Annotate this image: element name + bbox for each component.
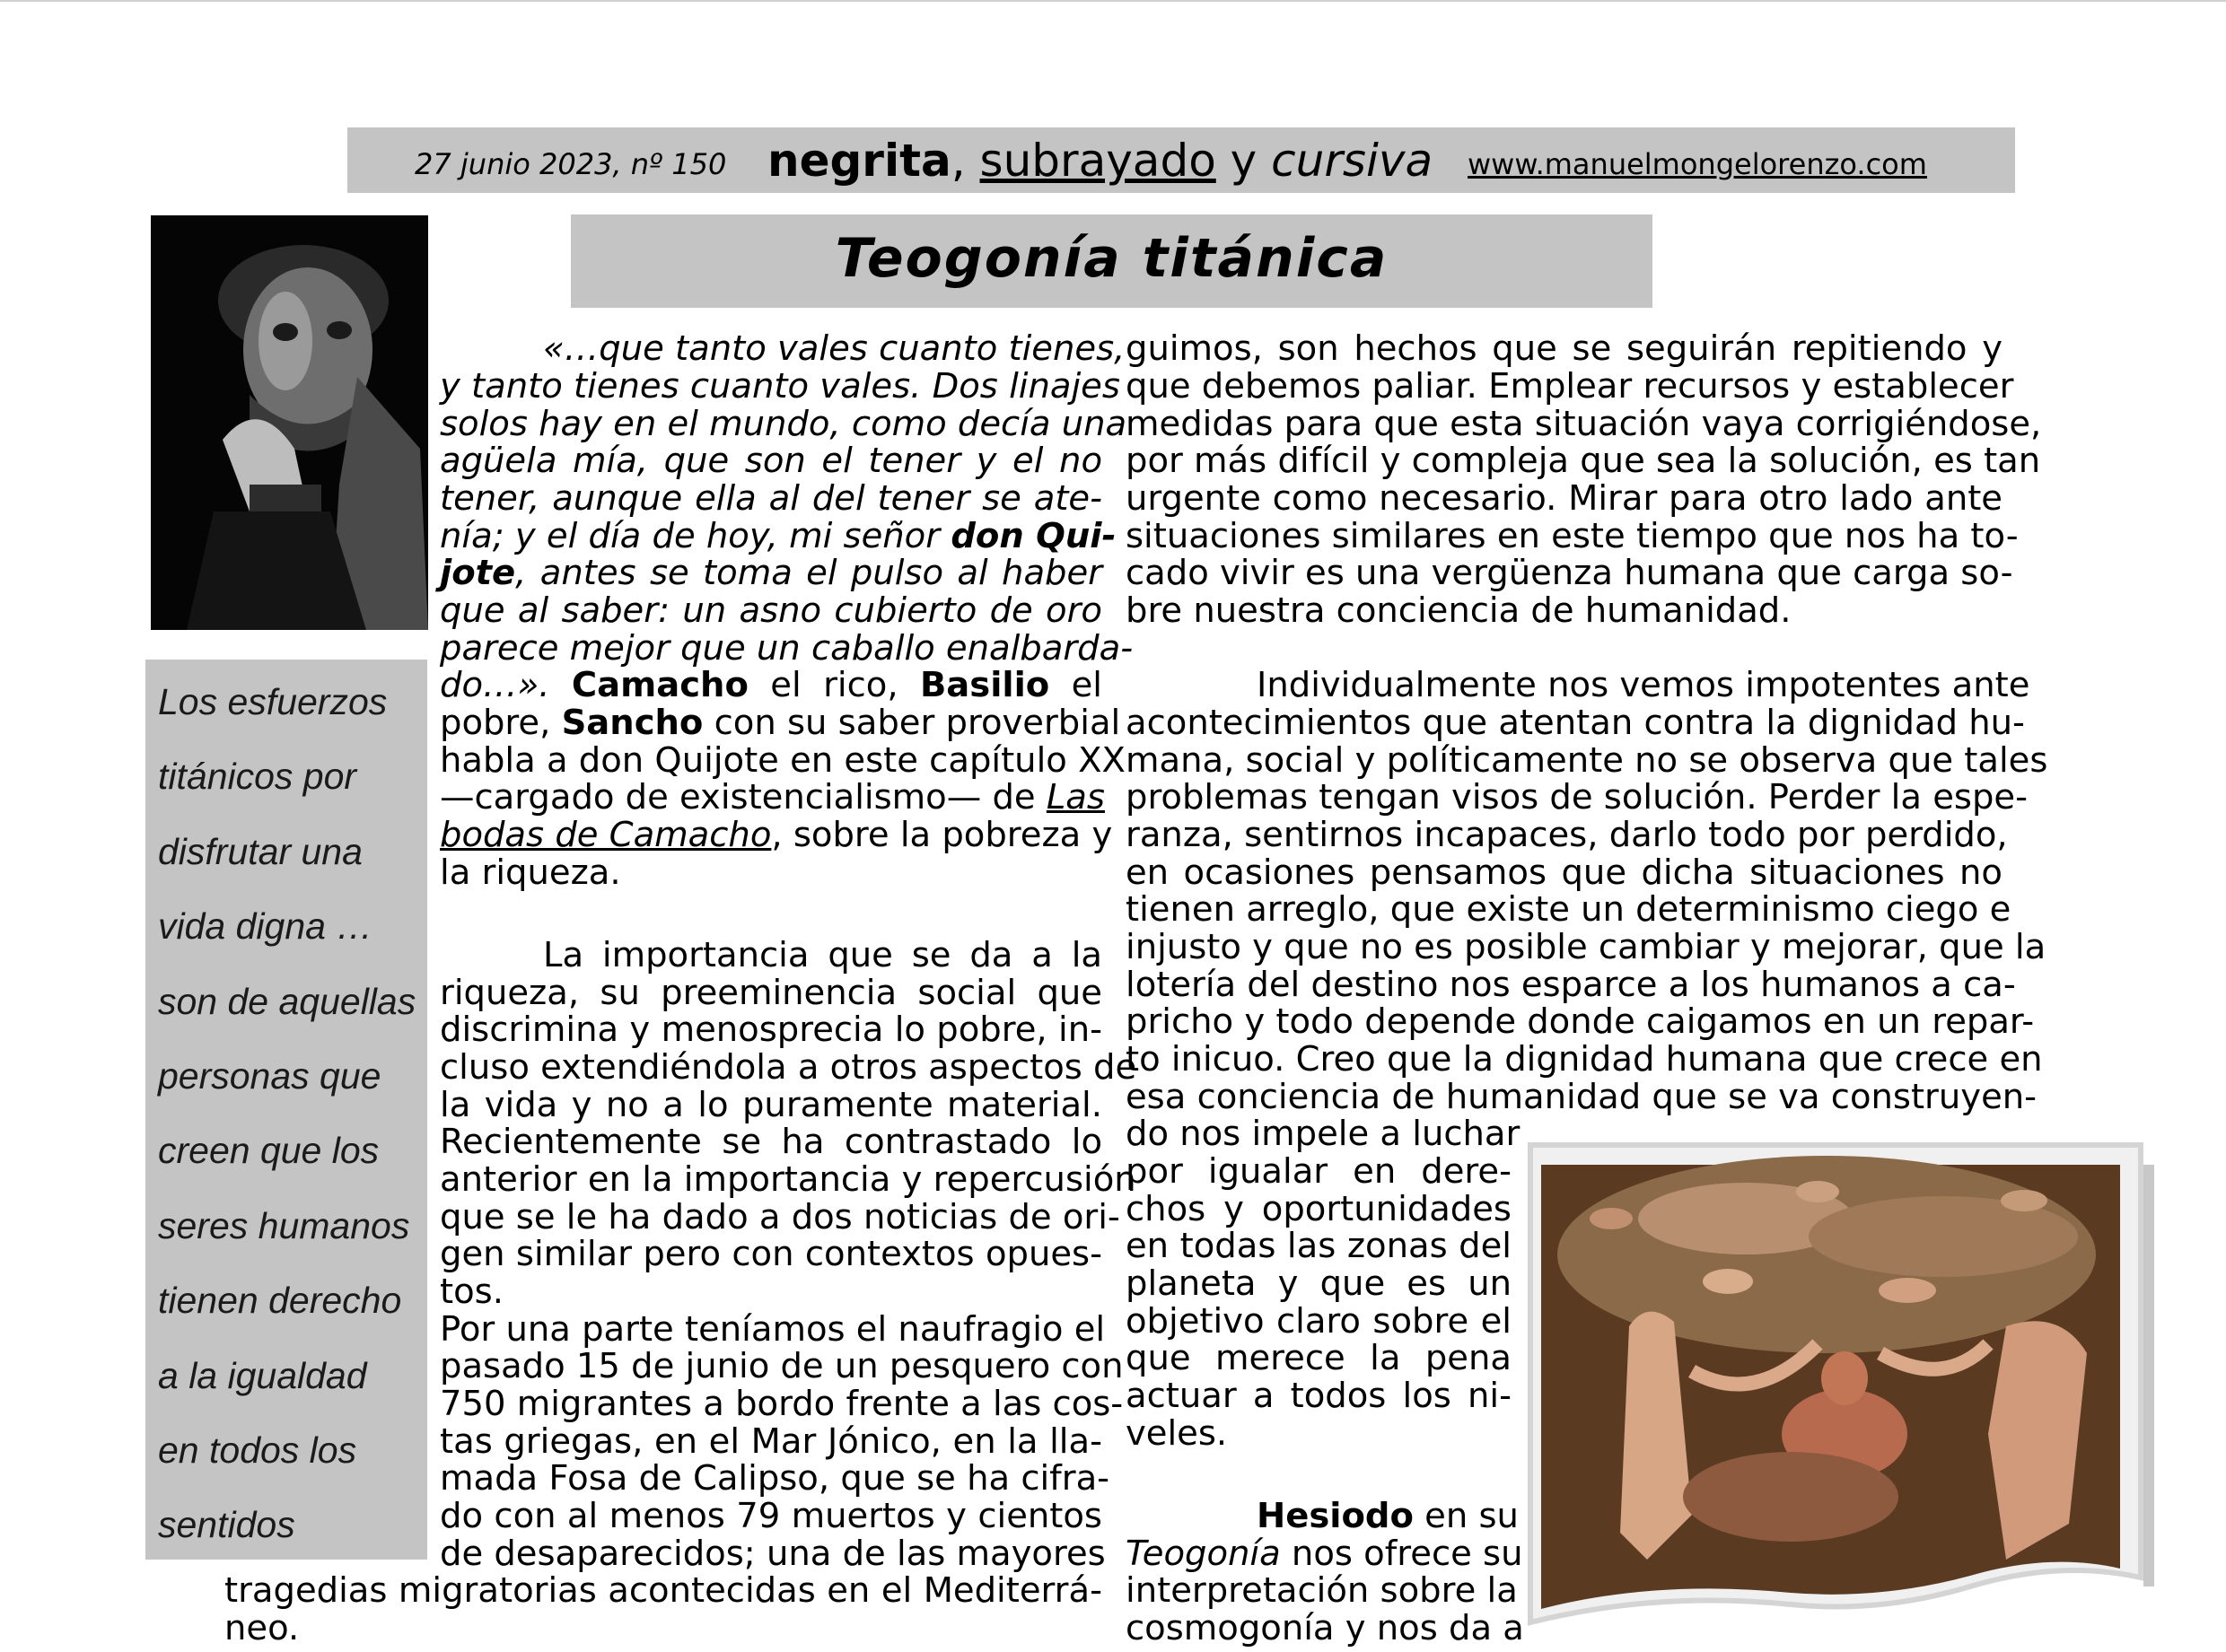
text-run: con su saber proverbial [703,703,1121,743]
bold-name: Basilio [919,665,1050,705]
text-line: mada Fosa de Calipso, que se ha cifra- [440,1458,1110,1499]
slogan-italic: cursiva [1271,135,1433,187]
pull-quote-line: creen que los [158,1130,380,1171]
text-run: , antes se toma el pulso al haber [515,553,1102,593]
text-line: Recientemente se ha contrastado lo [440,1122,1102,1162]
text-line: medidas para que esta situación vaya corrigiéndose, [1126,404,2042,444]
bold-name: don Qui- [951,516,1117,556]
pull-quote-line: en todos los [158,1429,357,1471]
pull-quote-line: Los esfuerzos [158,681,388,722]
text-run: que tanto vales cuanto tienes, [599,328,1126,369]
text-line: tener, aunque ella al del tener se ate- [440,478,1102,519]
bold-name: Camacho [571,665,749,705]
text-line: cluso extendiéndola a otros aspectos de [440,1047,1137,1088]
text-line: en ocasiones pensamos que dicha situaciones no [1126,852,2003,893]
pull-quote-line: disfrutar una [158,831,363,872]
slogan-underline: subrayado [979,135,1216,187]
text-run: nía; y el día de hoy, mi señor [440,516,951,556]
text-line: veles. [1126,1413,1228,1454]
text-run: pobre, [440,703,562,743]
pull-quote-line: seres humanos [158,1205,410,1246]
text-run: el rico, [748,665,920,705]
text-line: to inicuo. Creo que la dignidad humana que crece en [1126,1039,2043,1079]
text-run: , sobre la pobreza y [771,815,1113,855]
text-line: objetivo claro sobre el [1126,1301,1512,1342]
text-line: anterior en la importancia y repercusión [440,1159,1136,1200]
book-title-link: Las [1046,777,1105,817]
text-line: Por una parte teníamos el naufragio el [440,1309,1106,1350]
pull-quote-line: vida digna … [158,905,373,947]
pull-quote-line: sentidos [158,1504,295,1545]
text-line: La importancia que se da a la [543,935,1102,975]
bold-name: Hesiodo [1257,1496,1414,1536]
text-line: chos y oportunidades [1126,1189,1512,1229]
text-line: riqueza, su preeminencia social que [440,973,1102,1013]
text-line: que merece la pena [1126,1338,1512,1378]
pull-quote-line: personas que [158,1055,381,1097]
slogan-bold: negrita [767,135,951,187]
bold-name: Sancho [561,703,704,743]
article-title: Teogonía titánica [835,227,1389,290]
text-run: —cargado de existencialismo— de [440,777,1047,817]
text-line: discrimina y menosprecia lo pobre, in- [440,1010,1102,1050]
text-line: neo. [224,1608,300,1648]
text-run: en su [1413,1496,1519,1536]
text-line: por más difícil y compleja que sea la solución, es tan [1126,441,2041,481]
text-line: lotería del destino nos esparce a los humanos a ca- [1126,965,2016,1005]
text-line: do con al menos 79 muertos y cientos [440,1496,1102,1536]
text-line: Individualmente nos vemos impotentes ante [1257,665,2030,705]
text-run: do…». [440,665,572,705]
text-line: la vida y no a lo puramente material. [440,1085,1102,1125]
pull-quote-line: a la igualdad [158,1355,367,1396]
text-line: pricho y todo depende donde caigamos en un repar- [1126,1001,2035,1042]
text-line: interpretación sobre la [1126,1570,1518,1611]
text-line: tos. [440,1272,504,1312]
text-line: situaciones similares en este tiempo que nos ha to- [1126,516,2019,556]
text-line: planeta y que es un [1126,1263,1512,1304]
text-line: agüela mía, que son el tener y el no [440,441,1102,481]
text-line: problemas tengan visos de solución. Perder la espe- [1126,777,2028,817]
text-line: pasado 15 de junio de un pesquero con [440,1346,1124,1386]
text-line: solos hay en el mundo, como decía una [440,404,1127,444]
pull-quote-line: son de aquellas [158,981,416,1022]
pull-quote-line: titánicos por [158,756,357,797]
text-line: urgente como necesario. Mirar para otro lado ante [1126,478,2003,519]
text-line: esa conciencia de humanidad que se va construyen- [1126,1077,2038,1117]
text-line: guimos, son hechos que se seguirán repitiendo y [1126,328,2003,369]
text-line: do nos impele a luchar [1126,1114,1521,1154]
text-line: gen similar pero con contextos opues- [440,1234,1102,1274]
text-line: cado vivir es una vergüenza humana que carga so- [1126,553,2013,593]
titans-painting [1521,1138,2159,1649]
text-line: habla a don Quijote en este capítulo XX [440,740,1126,781]
text-line: en todas las zonas del [1126,1226,1512,1266]
text-line: actuar a todos los ni- [1126,1376,1512,1416]
text-line: parece mejor que un caballo enalbarda- [440,628,1134,669]
text-line: tas griegas, en el Mar Jónico, en la lla- [440,1421,1102,1462]
issue-date: 27 junio 2023, nº 150 [415,147,727,181]
bold-name: jote [440,553,516,593]
text-line: bre nuestra conciencia de humanidad. [1126,590,1792,631]
text-line: tienen arreglo, que existe un determinismo ciego e [1126,889,2011,930]
website-link[interactable]: www.manuelmongelorenzo.com [1468,147,1927,181]
book-title-link: bodas de Camacho [440,815,772,855]
text-line: y tanto tienes cuanto vales. Dos linajes [440,366,1120,406]
text-line: ranza, sentirnos incapaces, darlo todo por perdido, [1126,815,2008,855]
text-run: el [1049,665,1103,705]
text-line: de desaparecidos; una de las mayores [440,1534,1106,1574]
slogan-sep: y [1215,135,1272,187]
text-run: «… [543,328,600,369]
text-line: acontecimientos que atentan contra la dignidad hu- [1126,703,2025,743]
text-line: que al saber: un asno cubierto de oro [440,590,1102,631]
text-line: cosmogonía y nos da a [1126,1608,1524,1648]
text-line: 750 migrantes a bordo frente a las cos- [440,1384,1124,1424]
text-line: mana, social y políticamente no se observa que tales [1126,740,2048,781]
text-line: injusto y que no es posible cambiar y mejorar, que la [1126,927,2046,967]
text-line: por igualar en dere- [1126,1151,1512,1192]
text-line: que se le ha dado a dos noticias de ori- [440,1197,1120,1237]
text-line: que debemos paliar. Emplear recursos y establecer [1126,366,2014,406]
slogan-sep: , [951,135,980,187]
text-line: tragedias migratorias acontecidas en el Mediterrá- [224,1570,1102,1611]
text-run: nos ofrece su [1280,1534,1523,1574]
text-line: la riqueza. [440,852,621,893]
pull-quote-line: tienen derecho [158,1280,402,1321]
book-title: Teogonía [1126,1534,1281,1574]
